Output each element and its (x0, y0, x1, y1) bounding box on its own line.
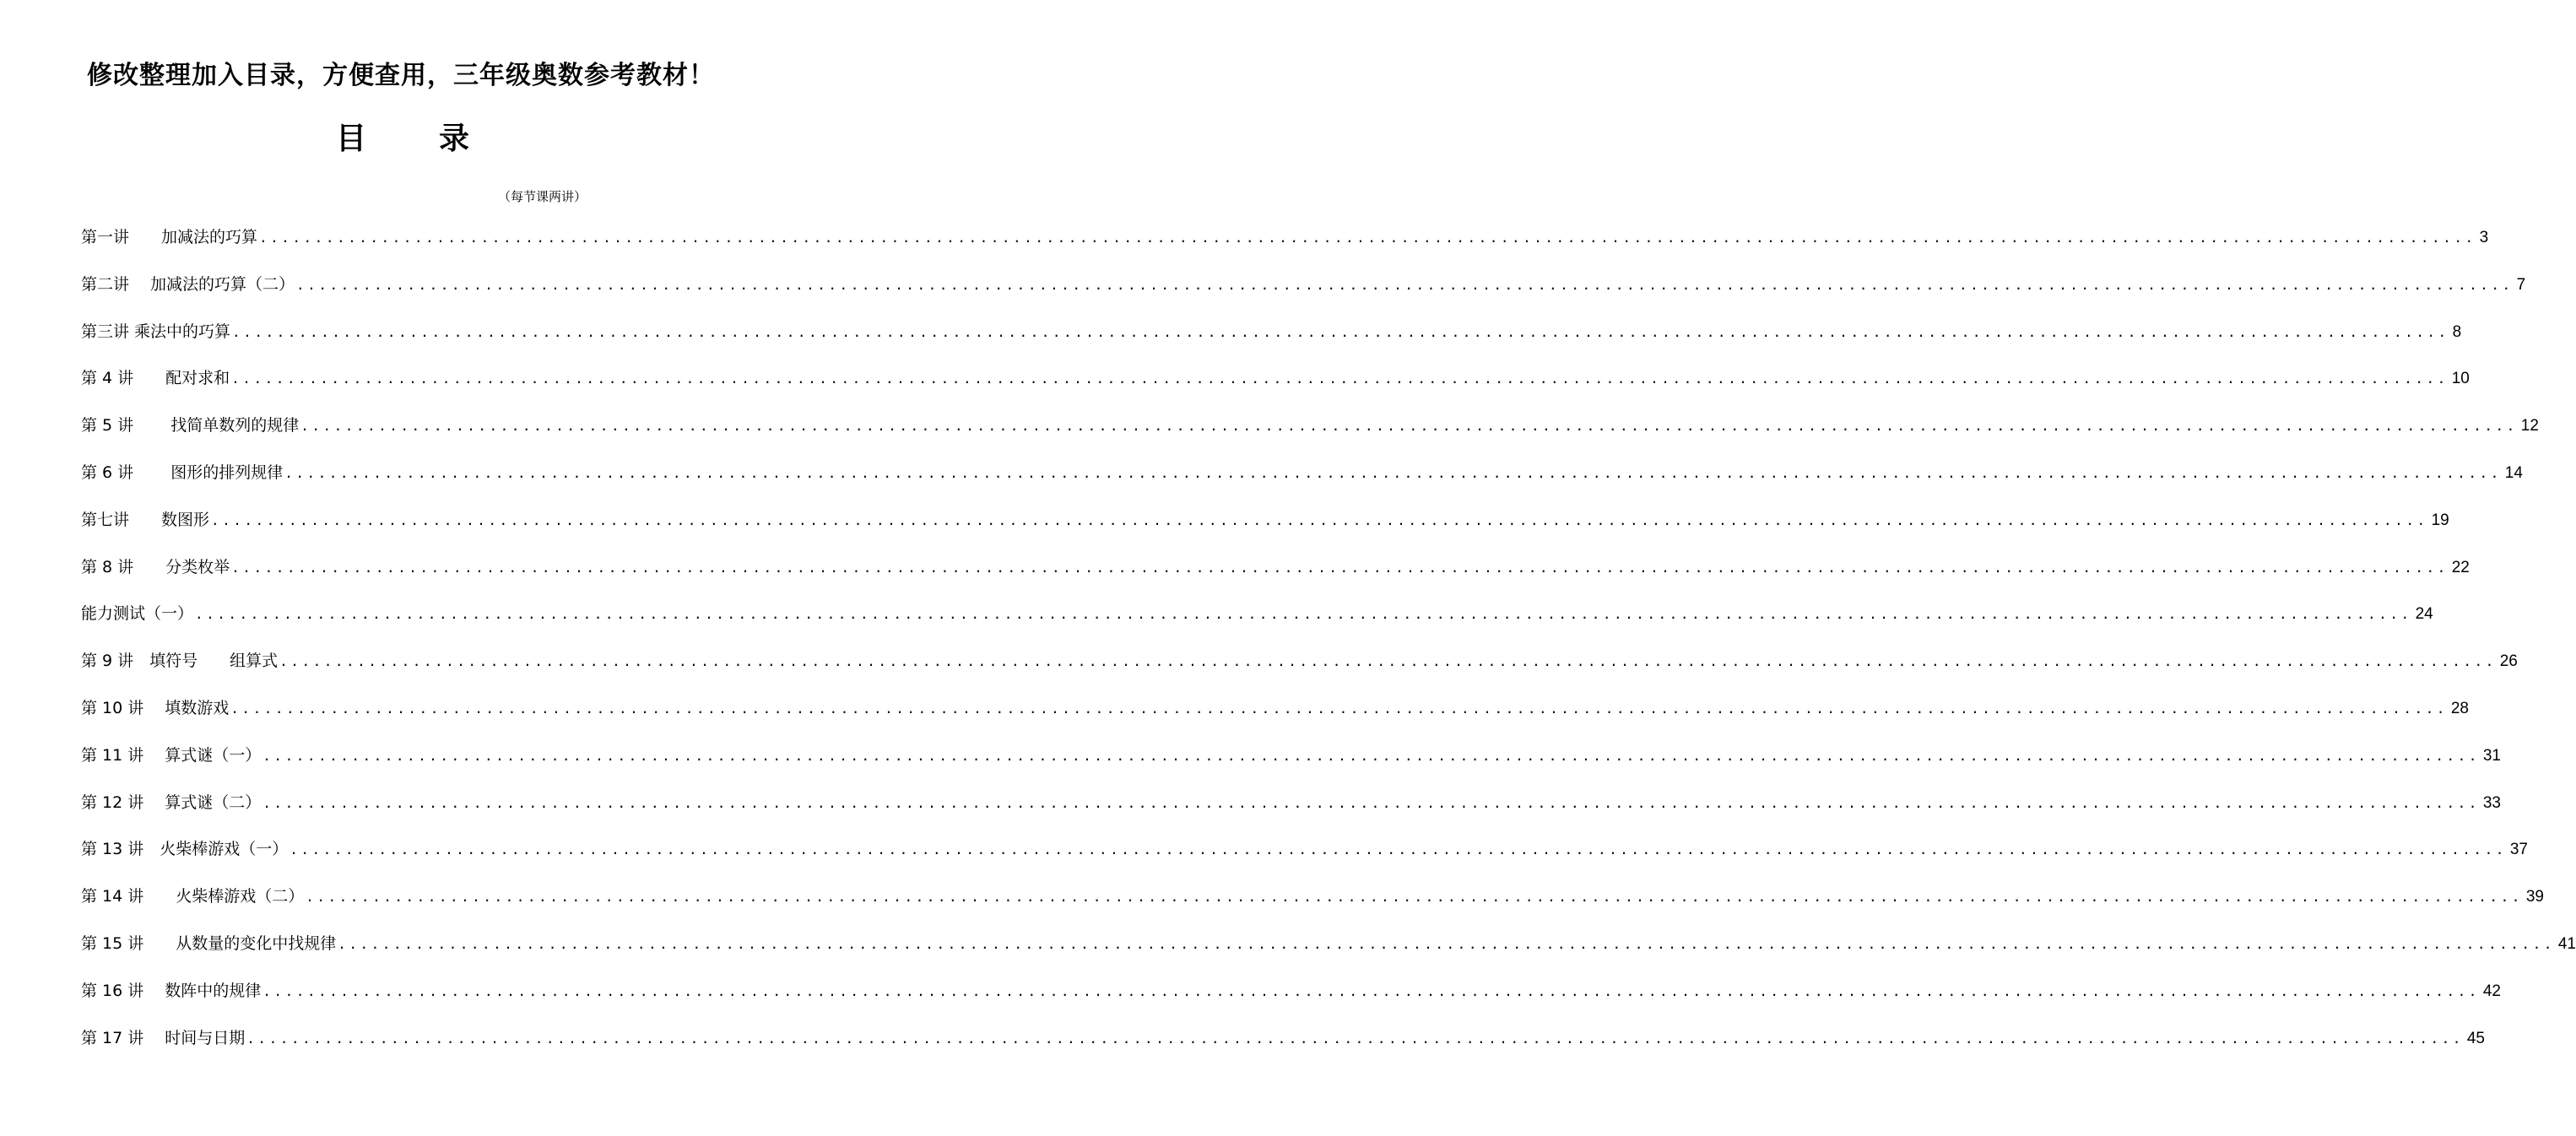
toc-entry-page-number: 10 (2451, 370, 2470, 388)
toc-entry-title: 第 8 讲 分类枚举 (81, 557, 230, 576)
table-of-contents (81, 224, 2576, 1072)
toc-note: （每节课两讲） (498, 189, 587, 204)
toc-entry[interactable] (81, 224, 2489, 272)
toc-entry[interactable] (81, 978, 2501, 1025)
toc-dot-leader: ........................................................................................................................................................................................................ (284, 464, 2502, 481)
toc-dot-leader: ........................................................................................................................................................................................................ (211, 511, 2428, 528)
toc-entry-title: 第 11 讲 算式谜（一） (81, 745, 262, 765)
toc-dot-leader: ........................................................................................................................................................................................................ (262, 747, 2480, 764)
toc-entry[interactable] (81, 554, 2470, 602)
toc-dot-leader: ........................................................................................................................................................................................................ (232, 323, 2449, 340)
toc-entry-title: 第七讲 数图形 (81, 510, 210, 529)
toc-entry[interactable] (81, 601, 2433, 648)
toc-entry[interactable] (81, 743, 2501, 790)
toc-heading-char-1: 目 (336, 122, 367, 156)
toc-entry[interactable] (81, 1025, 2485, 1073)
toc-dot-leader: ........................................................................................................................................................................................................ (300, 418, 2518, 435)
toc-entry-page-number: 31 (2482, 746, 2501, 765)
toc-entry-page-number: 19 (2431, 511, 2449, 529)
toc-entry-title: 第 15 讲 从数量的变化中找规律 (81, 933, 337, 953)
toc-entry-title: 第二讲 加减法的巧算（二） (81, 274, 295, 294)
toc-dot-leader: ........................................................................................................................................................................................................ (231, 559, 2449, 576)
toc-entry[interactable] (81, 413, 2539, 460)
toc-entry-title: 第 13 讲 火柴棒游戏（一） (81, 840, 289, 859)
toc-heading-char-2: 录 (439, 122, 470, 156)
toc-entry[interactable] (81, 648, 2518, 695)
toc-dot-leader: ........................................................................................................................................................................................................ (290, 841, 2507, 858)
toc-entry[interactable] (81, 836, 2528, 884)
toc-entry[interactable] (81, 884, 2544, 931)
toc-entry-title: 能力测试（一） (81, 604, 194, 624)
toc-dot-leader: ........................................................................................................................................................................................................ (262, 794, 2480, 811)
toc-entry[interactable] (81, 319, 2462, 366)
toc-entry-title: 第 6 讲 图形的排列规律 (81, 463, 284, 482)
toc-entry-page-number: 14 (2504, 463, 2523, 482)
toc-dot-leader: ........................................................................................................................................................................................................ (279, 653, 2497, 670)
toc-entry-title: 第 10 讲 填数游戏 (81, 698, 230, 717)
toc-entry-page-number: 26 (2499, 652, 2518, 671)
toc-entry[interactable] (81, 790, 2501, 837)
toc-dot-leader: ........................................................................................................................................................................................................ (195, 606, 2412, 623)
document-title: 修改整理加入目录，方便查用，三年级奥数参考教材！ (87, 61, 715, 90)
toc-entry[interactable] (81, 365, 2470, 413)
toc-dot-leader: ........................................................................................................................................................................................................ (262, 982, 2480, 999)
toc-entry-title: 第 16 讲 数阵中的规律 (81, 981, 262, 1000)
toc-entry-page-number: 42 (2482, 982, 2501, 1000)
toc-entry-page-number: 37 (2509, 841, 2528, 859)
toc-entry-title: 第 12 讲 算式谜（二） (81, 792, 262, 812)
toc-entry[interactable] (81, 460, 2523, 507)
toc-entry-page-number: 33 (2482, 793, 2501, 812)
toc-dot-leader: ........................................................................................................................................................................................................ (338, 935, 2555, 952)
toc-entry-title: 第 14 讲 火柴棒游戏（二） (81, 887, 305, 906)
toc-entry-title: 第三讲 乘法中的巧算 (81, 322, 231, 341)
toc-entry-title: 第 5 讲 找简单数列的规律 (81, 416, 300, 435)
toc-dot-leader: ........................................................................................................................................................................................................ (246, 1030, 2464, 1047)
toc-entry-title: 第 4 讲 配对求和 (81, 369, 230, 388)
toc-dot-leader: ........................................................................................................................................................................................................ (306, 889, 2523, 906)
toc-entry-title: 第一讲 加减法的巧算 (81, 228, 258, 246)
toc-entry[interactable] (81, 272, 2526, 319)
toc-entry[interactable] (81, 695, 2469, 743)
toc-entry-page-number: 3 (2479, 229, 2489, 246)
toc-entry-page-number: 28 (2450, 699, 2469, 717)
toc-entry-page-number: 8 (2452, 322, 2462, 341)
toc-entry-page-number: 7 (2516, 275, 2526, 294)
toc-entry-page-number: 22 (2451, 558, 2470, 576)
toc-dot-leader: ........................................................................................................................................................................................................ (230, 700, 2448, 717)
toc-dot-leader: ........................................................................................................................................................................................................ (296, 276, 2514, 293)
toc-entry-title: 第 9 讲 填符号 组算式 (81, 652, 279, 671)
toc-entry-page-number: 12 (2520, 417, 2539, 435)
toc-dot-leader: ........................................................................................................................................................................................................ (231, 371, 2449, 387)
toc-entry-page-number: 45 (2466, 1029, 2485, 1047)
toc-entry-page-number: 41 (2557, 934, 2576, 953)
toc-dot-leader: ........................................................................................................................................................................................................ (259, 230, 2476, 246)
toc-entry-page-number: 24 (2415, 605, 2433, 624)
toc-entry[interactable] (81, 931, 2576, 978)
toc-entry-title: 第 17 讲 时间与日期 (81, 1028, 246, 1047)
toc-entry[interactable] (81, 507, 2449, 554)
toc-entry-page-number: 39 (2525, 888, 2544, 906)
